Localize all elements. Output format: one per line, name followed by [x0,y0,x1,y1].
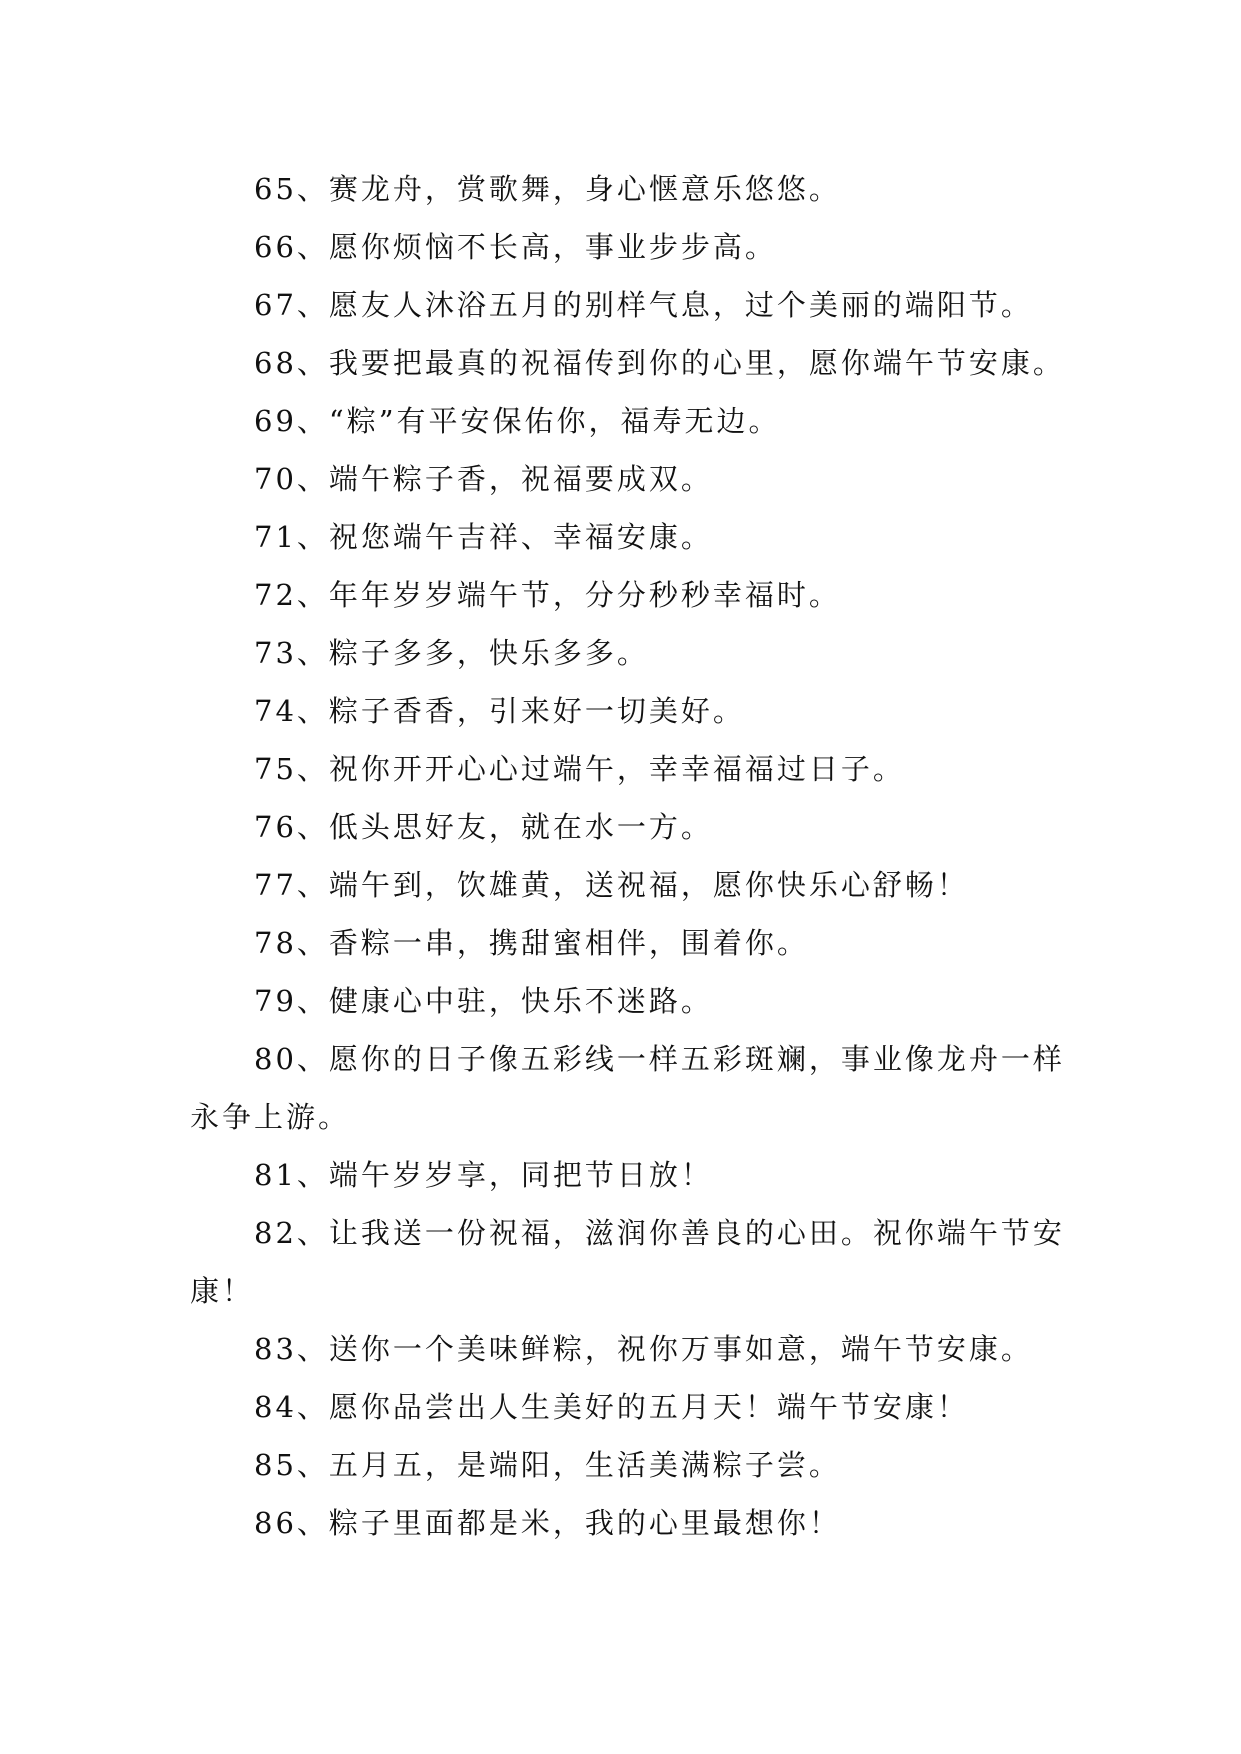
list-item: 75、祝你开开心心过端午，幸幸福福过日子。 [254,752,905,786]
list-item: 70、端午粽子香，祝福要成双。 [254,462,713,496]
list-item: 65、赛龙舟，赏歌舞，身心惬意乐悠悠。 [254,172,841,206]
list-item: 82、让我送一份祝福，滋润你善良的心田。祝你端午节安康！ [190,1216,1065,1308]
list-item: 72、年年岁岁端午节，分分秒秒幸福时。 [254,578,841,612]
list-item: 69、“粽”有平安保佑你，福寿无边。 [254,404,781,438]
list-item: 79、健康心中驻，快乐不迷路。 [254,984,713,1018]
list-item: 76、低头思好友，就在水一方。 [254,810,713,844]
list-item: 86、粽子里面都是米，我的心里最想你！ [254,1506,841,1540]
list-item: 85、五月五，是端阳，生活美满粽子尝。 [254,1448,841,1482]
list-item: 83、送你一个美味鲜粽，祝你万事如意，端午节安康。 [254,1332,1033,1366]
list-item: 84、愿你品尝出人生美好的五月天！端午节安康！ [254,1390,969,1424]
list-item: 77、端午到，饮雄黄，送祝福，愿你快乐心舒畅！ [254,868,969,902]
list-item: 71、祝您端午吉祥、幸福安康。 [254,520,713,554]
list-item: 66、愿你烦恼不长高，事业步步高。 [254,230,777,264]
list-item: 74、粽子香香，引来好一切美好。 [254,694,745,728]
list-item: 78、香粽一串，携甜蜜相伴，围着你。 [254,926,809,960]
list-item: 80、愿你的日子像五彩线一样五彩斑斓，事业像龙舟一样永争上游。 [190,1042,1065,1134]
list-item: 68、我要把最真的祝福传到你的心里，愿你端午节安康。 [254,346,1065,380]
list-item: 67、愿友人沐浴五月的别样气息，过个美丽的端阳节。 [254,288,1033,322]
document-body [190,160,1070,1552]
list-item: 81、端午岁岁享，同把节日放！ [254,1158,713,1192]
list-item: 73、粽子多多，快乐多多。 [254,636,649,670]
